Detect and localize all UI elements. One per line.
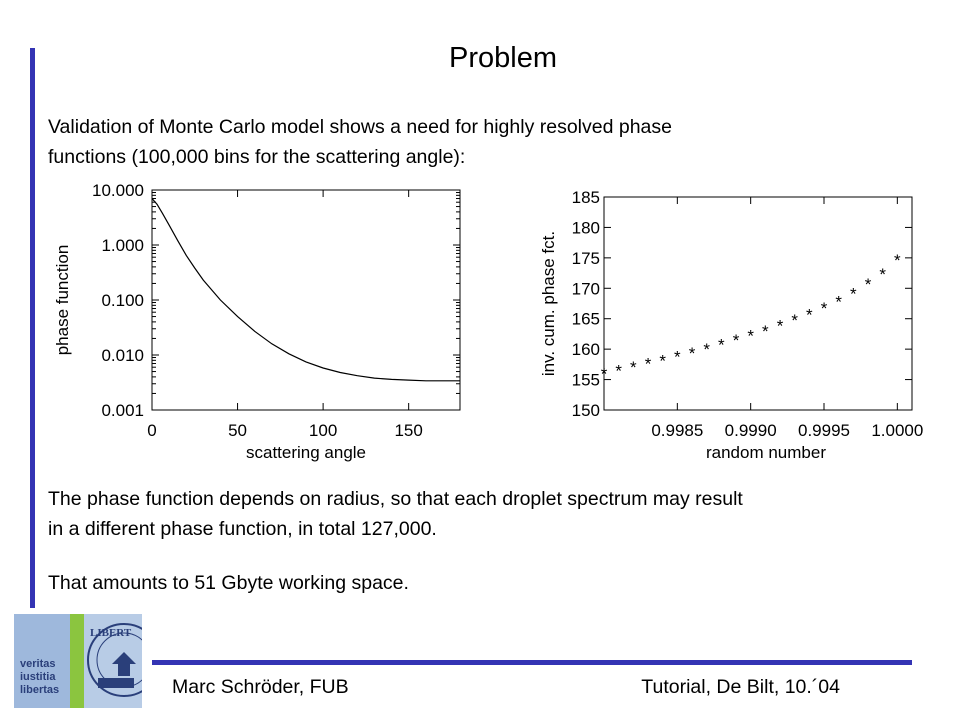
plot-frame bbox=[604, 197, 912, 410]
x-tick-label: 0.9985 bbox=[651, 421, 704, 440]
x-tick-label: 0.9990 bbox=[724, 421, 777, 440]
y-tick-label: 180 bbox=[571, 218, 600, 238]
x-tick-label: 50 bbox=[228, 421, 248, 440]
motto-libertas: libertas bbox=[20, 684, 60, 696]
footer-event: Tutorial, De Bilt, 10.´04 bbox=[641, 676, 840, 698]
data-point: * bbox=[732, 331, 740, 351]
y-tick-label: 150 bbox=[571, 401, 600, 420]
inverse-cumulative-chart bbox=[539, 188, 923, 462]
x-tick-label: 100 bbox=[308, 421, 338, 440]
intro-line-2: functions (100,000 bins for the scattering angle): bbox=[48, 146, 466, 168]
footer-rule bbox=[152, 660, 912, 665]
data-point: * bbox=[835, 292, 842, 312]
data-point: * bbox=[674, 347, 681, 367]
data-point: * bbox=[776, 316, 784, 336]
data-point: * bbox=[879, 264, 886, 284]
data-point: * bbox=[600, 364, 608, 384]
motto-iustitia: iustitia bbox=[20, 671, 56, 683]
data-point: * bbox=[806, 305, 813, 325]
x-tick-label: 150 bbox=[394, 421, 423, 440]
phase-function-curve bbox=[152, 199, 460, 381]
data-point: * bbox=[762, 322, 769, 342]
body-paragraph bbox=[48, 484, 743, 544]
y-tick-label: 165 bbox=[571, 309, 600, 329]
body-line-1: The phase function depends on radius, so that each droplet spectrum may result bbox=[48, 488, 743, 510]
data-point: * bbox=[703, 339, 710, 359]
body-line-2: in a different phase function, in total 127,000. bbox=[48, 518, 437, 540]
x-axis-label: scattering angle bbox=[245, 443, 367, 462]
x-axis-label: random number bbox=[705, 443, 827, 462]
y-axis-label: inv. cum. phase fct. bbox=[539, 230, 558, 377]
y-tick-label: 160 bbox=[571, 340, 600, 360]
data-point: * bbox=[718, 335, 725, 355]
university-logo bbox=[14, 614, 142, 708]
data-point: * bbox=[850, 284, 857, 304]
logo-seal-panel bbox=[84, 614, 142, 708]
phase-function-chart bbox=[53, 181, 460, 462]
logo-green-stripe bbox=[70, 614, 84, 708]
y-tick-label: 175 bbox=[571, 248, 600, 268]
intro-line-1: Validation of Monte Carlo model shows a need for highly resolved phase bbox=[48, 116, 672, 138]
y-tick-label: 0.010 bbox=[101, 346, 144, 365]
y-tick-label: 0.001 bbox=[101, 401, 144, 420]
logo-motto bbox=[20, 658, 59, 697]
plot-frame bbox=[152, 190, 460, 410]
seal-icon bbox=[84, 614, 142, 708]
data-point: * bbox=[820, 298, 828, 318]
y-tick-label: 10.000 bbox=[92, 181, 144, 200]
data-point: * bbox=[688, 344, 696, 364]
data-point: * bbox=[644, 354, 652, 374]
footer-author: Marc Schröder, FUB bbox=[172, 676, 349, 698]
y-tick-label: 1.000 bbox=[101, 236, 144, 255]
y-tick-label: 155 bbox=[571, 370, 600, 390]
data-point: * bbox=[864, 275, 872, 295]
data-point: * bbox=[659, 351, 666, 371]
data-point: * bbox=[747, 326, 754, 346]
y-tick-label: 0.100 bbox=[101, 291, 144, 310]
body-conclusion: That amounts to 51 Gbyte working space. bbox=[48, 572, 409, 594]
y-axis-label: phase function bbox=[53, 244, 72, 356]
motto-veritas: veritas bbox=[20, 658, 56, 670]
x-tick-label: 1.0000 bbox=[871, 421, 924, 440]
slide-title: Problem bbox=[449, 42, 557, 74]
x-tick-label: 0.9995 bbox=[798, 421, 850, 440]
data-point: * bbox=[791, 311, 798, 331]
data-point: * bbox=[615, 361, 622, 381]
seal-lettering: LIBERT bbox=[90, 627, 132, 639]
x-tick-label: 0 bbox=[147, 421, 157, 440]
y-tick-label: 170 bbox=[571, 279, 600, 299]
data-point: * bbox=[630, 358, 637, 378]
data-point: * bbox=[894, 250, 901, 270]
y-tick-label: 185 bbox=[571, 188, 600, 207]
